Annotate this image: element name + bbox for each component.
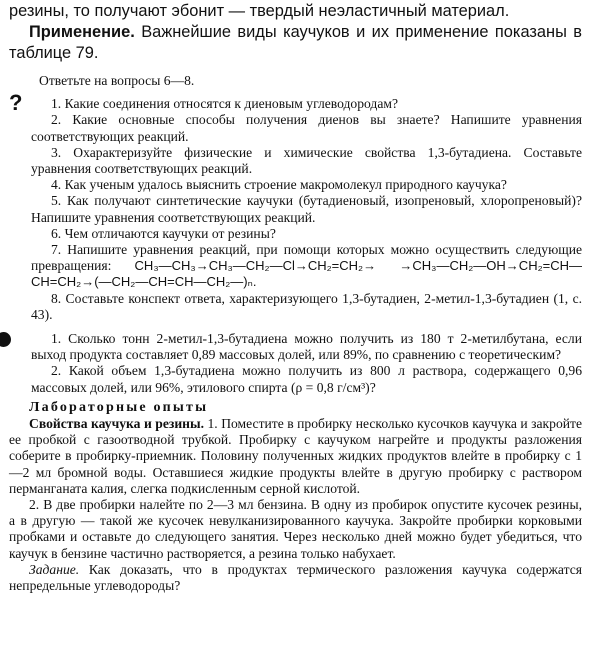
question-list [9,96,582,323]
question-3: 3. Охарактеризуйте физические и химические свойства 1,3-бутадиена. Составьте уравнения соответствующих реакций. [31,144,582,177]
lab-task-label: Задание. [29,561,80,577]
task-1: 1. Сколько тонн 2-метил-1,3-бутадиена можно получить из 180 т 2-метилбутана, если выход продукта составляет 0,89 массовых долей, или 89%, по сравнению с теоретическим? [31,331,582,363]
question-4: 4. Как ученым удалось выяснить строение макромолекул природного каучука? [51,177,507,193]
question-2: 2. Какие основные способы получения диенов вы знаете? Напишите уравнения соответствующих реакций. [31,112,582,144]
application-paragraph [9,22,582,64]
question-8: 8. Составьте конспект ответа, характеризующего 1,3-бутадиен, 2-метил-1,3-бутадиен (1, с. 43). [31,290,582,322]
task-list [9,331,582,396]
questions-section [9,73,582,396]
lab-subtitle: Свойства каучука и резины. [29,416,205,432]
question-5: 5. Как получают синтетические каучуки (бутадиеновый, изопреновый, хлоропреновый)? Напишите уравнения соответствующих реакций. [31,193,582,225]
question-7-text: 7. Напишите уравнения реакций, при помощи которых можно осуществить следующие превращения: [31,242,582,274]
top-section [9,0,582,64]
application-title: Применение. [29,23,135,41]
task-2: 2. Какой объем 1,3-бутадиена можно получить из 800 л раствора, содержащего 0,96 массовых долей, или 96%, этилового спирта (ρ = 0,8 г/см³)? [31,363,582,395]
application-text: Важнейшие виды каучуков и их применение показаны в таблице 79. [9,23,582,62]
question-7 [31,242,582,291]
lab-paragraph-1 [9,416,582,497]
top-line: резины, то получают эбонит — твердый неэластичный материал. [9,2,510,20]
questions-intro: Ответьте на вопросы 6—8. [39,73,195,88]
question-1: 1. Какие соединения относятся к диеновым углеводородам? [51,96,399,112]
question-mark-icon: ? [9,90,23,116]
lab-paragraph-2: 2. В две пробирки налейте по 2—3 мл бензина. В одну из пробирок опустите кусочек резины, а в другую — такой же кусочек невулканизированного каучука. Закройте пробирки корковыми пробками и оставьте до следующего занятия. Через несколько дней можно будет убедиться, что каучук в бензине частично растворяется, а резина только набухает. [9,497,582,561]
question-6: 6. Чем отличаются каучуки от резины? [51,225,276,241]
lab-section [9,400,582,594]
question-7-chain: CH₃—CH₃→CH₃—CH₂—Cl→CH₂=CH₂→ →CH₃—CH₂—OH→CH₂=CH—CH=CH₂→(—CH₂—CH=CH—CH₂—)ₙ. [31,258,582,290]
lab-paragraph-1-text: 1. Поместите в пробирку несколько кусочков каучука и закройте ее пробкой с газоотводной трубкой. Пробирку с каучуком нагрейте и продукты разложения соберите в пробирку-приемник. Половину полученных жидких продуктов влейте в пробирку с 1—2 мл бромной воды. Оставшиеся жидкие продукты влейте в другую пробирку с раствором перманганата калия, слегка подкисленным серной кислотой. [9,416,582,496]
lab-heading: Лабораторные опыты [29,399,209,415]
lab-task-text: Как доказать, что в продуктах термического разложения каучука содержатся непредельные углеводороды? [9,561,582,594]
lab-task [9,562,582,594]
